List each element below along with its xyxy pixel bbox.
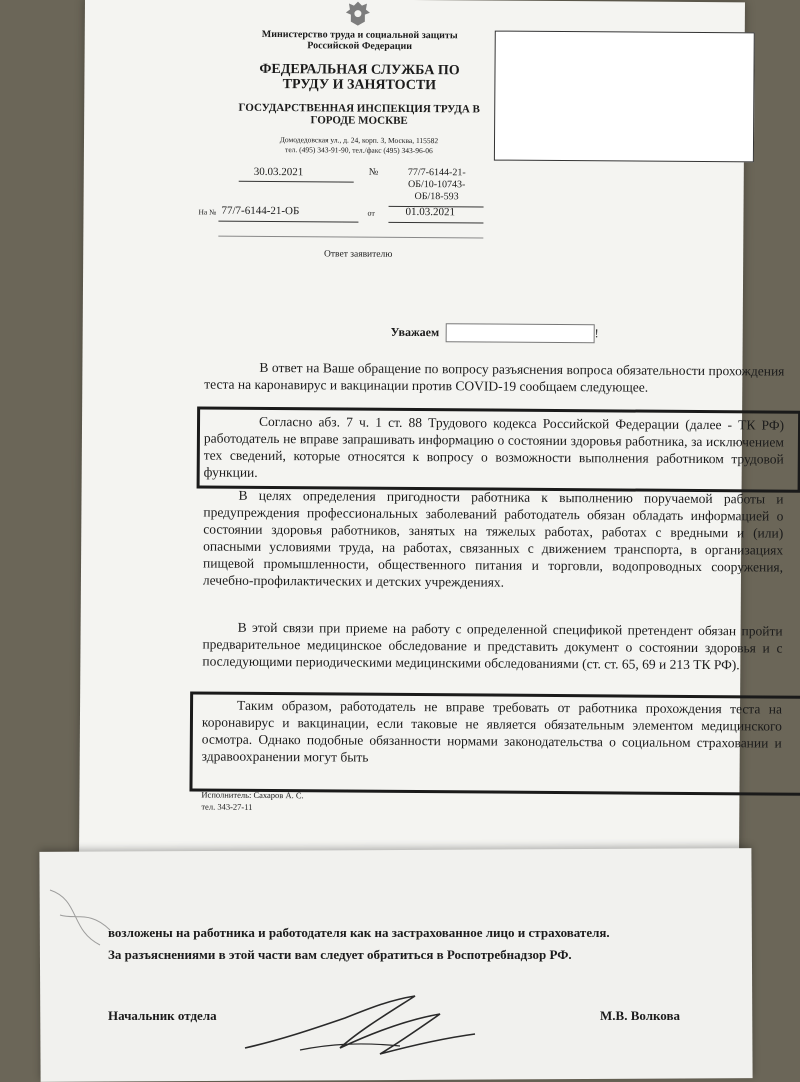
signatory-name: М.В. Волкова: [600, 1008, 680, 1023]
paragraph-employment: В этой связи при приеме на работу с определенной спецификой претендент обязан пройти предварительное медицинское обследование и представить документ о состоянии здоровья и с последующими периодическими медицинскими обследованиями (ст. ст. 65, 69 и 213 ТК РФ).: [202, 619, 783, 673]
ministry-name: Министерство труда и социальной защиты Российской Федерации: [261, 28, 458, 52]
service-name: ФЕДЕРАЛЬНАЯ СЛУЖБА ПО ТРУДУ И ЗАНЯТОСТИ: [259, 61, 460, 94]
reference-underline: [218, 221, 358, 223]
phones-line: тел. (495) 343-91-90, тел./факс (495) 343-96-06: [285, 145, 433, 156]
blank-line: [218, 236, 483, 239]
continuation-line-2: За разъяснениями в этой части вам следует обратиться в Роспотребнадзор РФ.: [108, 947, 572, 962]
paragraph-article-88: Согласно абз. 7 ч. 1 ст. 88 Трудового кодекса Российской Федерации (далее - ТК РФ) работодатель не вправе запрашивать информацию о состоянии здоровья работника, за исключением тех сведений, которые относятся к вопросу о возможности выполнения работником трудовой функции.: [203, 413, 785, 480]
paragraph-conclusion: Таким образом, работодатель не вправе требовать от работника прохождения теста на коронавирус и вакцинации, если таковые не является обязательным элементом медицинского осмотра. Однако подобные обязанности нормами законодательства о социальном страховании и здравоохранении могут быть: [201, 697, 783, 765]
recipient-redacted-box: [494, 31, 755, 163]
reference-date: 01.03.2021: [405, 205, 456, 219]
continuation-text: [108, 922, 708, 966]
paragraph-medical-fitness: В целях определения пригодности работника к выполнению поручаемой работы и предупреждения профессиональных заболеваний работодатель обязан обладать информацией о состоянии здоровья работников, занятых на тяжелых работах, работах с вредными и (или) опасными условиями труда, на работах, связанных с движением транспорта, в организациях пищевой промышленности, общественного питания и торговли, водопроводных сооружения, лечебно-профилактических и детских учреждениях.: [202, 487, 784, 590]
number-sign: №: [368, 166, 379, 178]
reference-prefix: На №: [198, 207, 217, 217]
letter-date: 30.03.2021: [253, 165, 304, 179]
reference-number: 77/7-6144-21-ОБ: [221, 204, 300, 218]
executor-phone: тел. 343-27-11: [201, 801, 253, 812]
letter-page-1: [79, 0, 785, 860]
date-underline: [239, 181, 354, 183]
office-address: [234, 135, 484, 157]
signatory-title: Начальник отдела: [108, 1008, 217, 1023]
reference-date-underline: [388, 222, 483, 224]
greeting-salutation: Уважаем: [390, 324, 440, 340]
address-line: Домодедовская ул., д. 24, корп. 3, Москва, 115582: [279, 135, 439, 146]
executor-info: [201, 789, 303, 814]
letter-number: 77/7-6144-21-ОБ/10-10743-ОБ/18-593: [407, 166, 466, 203]
reference-from: от: [367, 208, 375, 218]
continuation-line-1: возложены на работника и работодателя как на застрахованное лицо и страхователя.: [108, 925, 610, 940]
paragraph-intro: В ответ на Ваше обращение по вопросу разъяснения вопроса обязательности прохождения теста на каронавирус и вакцинации против COVID-19 сообщаем следующее.: [204, 359, 785, 395]
inspection-name: ГОСУДАРСТВЕННАЯ ИНСПЕКЦИЯ ТРУДА В ГОРОДЕ МОСКВЕ: [238, 101, 480, 127]
coat-of-arms-emblem: [343, 0, 373, 28]
executor-name: Исполнитель: Сахаров А. С.: [201, 789, 304, 801]
reply-to-label: Ответ заявителю: [324, 249, 393, 260]
handwritten-signature: [240, 990, 480, 1066]
greeting-punct: !: [594, 326, 599, 341]
recipient-name-redacted: [446, 323, 595, 343]
